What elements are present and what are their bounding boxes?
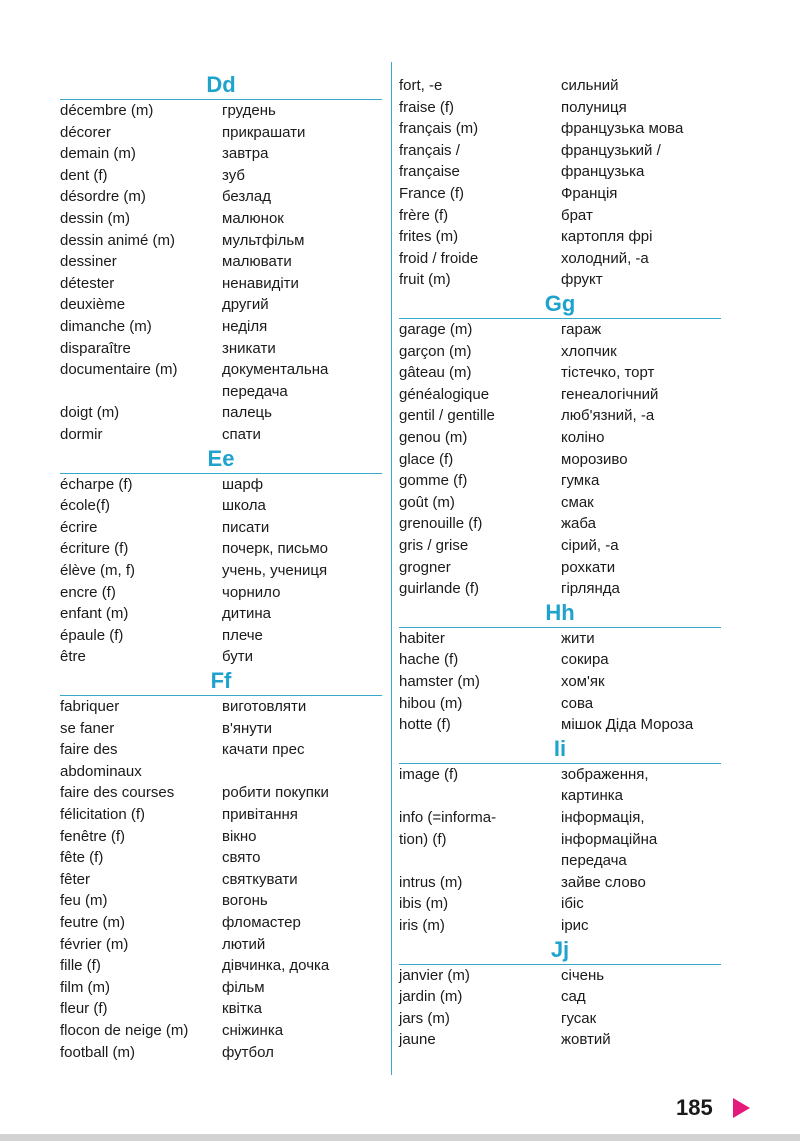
french-word: intrus (m) [399,873,463,891]
dictionary-entry [60,826,382,848]
dictionary-entry [399,341,721,363]
ukrainian-translation: учень, учениця [222,562,328,579]
ukrainian-translation: палець [222,404,272,422]
dictionary-entry [60,582,382,604]
ukrainian-translation: французька [561,163,645,181]
french-word: habiter [399,629,445,647]
ukrainian-translation: жити [561,629,595,647]
ukrainian-translation: зникати [222,339,276,357]
dictionary-entry [399,829,721,851]
ukrainian-translation: передача [222,382,288,400]
french-word: doigt (m) [60,404,120,422]
dictionary-entry [60,998,382,1020]
dictionary-entry [60,1020,382,1042]
ukrainian-translation: брат [561,206,593,224]
dictionary-entry [60,474,382,496]
french-word: être [60,648,86,666]
ukrainian-translation: ненавидіти [222,274,299,292]
dictionary-entry [60,869,382,891]
dictionary-entry [60,804,382,826]
ukrainian-translation: неділя [222,318,268,335]
french-word: tion) (f) [399,830,447,848]
dictionary-entry [60,955,382,977]
dictionary-entry [60,273,382,295]
dictionary-entry [60,934,382,956]
ukrainian-translation: передача [561,852,627,870]
french-word: française [399,163,460,181]
dictionary-entry [399,205,721,227]
dictionary-entry [399,75,721,97]
french-word: jardin (m) [399,988,463,1006]
column-divider [391,62,392,1075]
french-word: gentil / gentille [399,407,495,425]
dictionary-entry [399,183,721,205]
ukrainian-translation: гусак [561,1009,597,1027]
ukrainian-translation: прикрашати [222,123,306,141]
french-word: détester [60,274,115,292]
ukrainian-translation: свято [222,849,261,867]
section-header [399,600,721,628]
dictionary-entry [399,965,721,987]
ukrainian-translation: зуб [222,166,245,184]
dictionary-entry [60,625,382,647]
dictionary-entry [399,807,721,829]
ukrainian-translation: рохкати [561,558,616,576]
french-word: encre (f) [60,583,116,601]
ukrainian-translation: другий [222,296,269,314]
french-word: feutre (m) [60,914,126,931]
ukrainian-translation: ірис [561,917,589,934]
ukrainian-translation: чорнило [222,583,281,601]
dictionary-entry [60,718,382,740]
section-header [60,446,382,474]
ukrainian-translation: коліно [561,429,605,446]
section-letter: Dd [206,72,236,97]
dictionary-entry [399,319,721,341]
french-word: école(f) [60,497,111,515]
dictionary-entry [60,122,382,144]
dictionary-entry [60,424,382,446]
section-header [399,736,721,764]
dictionary-entry [399,693,721,715]
french-word: football (m) [60,1043,136,1061]
dictionary-entry [399,764,721,786]
dictionary-entry [399,850,721,872]
french-word: généalogique [399,385,490,403]
ukrainian-translation: сніжинка [222,1022,284,1039]
french-word: garage (m) [399,321,473,338]
ukrainian-translation: фломастер [222,914,301,931]
ukrainian-translation: зображення, [561,765,649,783]
ukrainian-translation: мішок Діда Мороза [561,716,694,734]
ukrainian-translation: інформаційна [561,830,658,848]
french-word: film (m) [60,978,110,996]
dictionary-entry [60,1042,382,1064]
french-word: décorer [60,123,111,141]
french-word: documentaire (m) [60,361,178,379]
ukrainian-translation: малювати [222,253,292,271]
dictionary-entry [60,316,382,338]
french-word: demain (m) [60,145,136,163]
ukrainian-translation: французька мова [561,120,684,138]
ukrainian-translation: бути [222,648,254,666]
dictionary-entry [60,230,382,252]
section-letter: Ii [553,735,567,761]
next-arrow-icon[interactable] [733,1098,750,1118]
dictionary-entry [399,405,721,427]
ukrainian-translation: жовтий [561,1031,611,1049]
french-word: iris (m) [399,917,445,934]
dictionary-entry [399,628,721,650]
french-word: frites (m) [399,228,459,246]
ukrainian-translation: квітка [222,1000,262,1018]
ukrainian-translation: ібіс [561,895,584,913]
ukrainian-translation: писати [222,518,270,536]
dictionary-entry [60,495,382,517]
french-word: info (=informa- [399,809,497,826]
french-word: fêter [60,870,91,888]
french-word: fabriquer [60,698,120,715]
ukrainian-translation: документальна [222,361,329,379]
dictionary-entry [60,208,382,230]
dictionary-entry [399,384,721,406]
ukrainian-translation: гараж [561,321,602,338]
dictionary-entry [399,557,721,579]
dictionary-entry [399,578,721,600]
ukrainian-translation: жаба [561,515,596,533]
ukrainian-translation: холодний, -а [561,249,649,267]
ukrainian-translation: робити покупки [222,784,329,802]
section-header [399,937,721,965]
dictionary-entry [399,269,721,291]
ukrainian-translation: святкувати [222,870,298,888]
ukrainian-translation: завтра [222,145,269,163]
french-word: se faner [60,719,115,737]
french-word: fleur (f) [60,1000,108,1018]
french-word: grenouille (f) [399,515,483,533]
ukrainian-translation: хом'як [561,673,605,690]
dictionary-entry [399,140,721,162]
section-header [399,291,721,319]
french-word: goût (m) [399,493,455,511]
french-word: fille (f) [60,957,101,975]
french-word: élève (m, f) [60,562,136,579]
french-word: jars (m) [399,1009,450,1027]
french-word: gris / grise [399,537,469,554]
french-word: dessin animé (m) [60,231,176,249]
french-word: hamster (m) [399,673,480,690]
ukrainian-translation: плече [222,626,263,644]
dictionary-entry [399,470,721,492]
french-word: faire des courses [60,784,175,802]
french-word: gâteau (m) [399,364,472,382]
french-word: hotte (f) [399,716,451,734]
ukrainian-translation: дитина [222,605,272,623]
ukrainian-translation: картопля фрі [561,228,653,246]
ukrainian-translation: смак [561,493,594,511]
ukrainian-translation: Франція [561,185,618,202]
french-word: français / [399,141,460,159]
ukrainian-translation: в'янути [222,719,272,737]
dictionary-entry [60,739,382,761]
ukrainian-translation: тістечко, торт [561,364,655,382]
french-word: écriture (f) [60,540,129,558]
dictionary-entry [60,847,382,869]
dictionary-entry [60,603,382,625]
ukrainian-translation: французький / [561,141,661,159]
french-word: écharpe (f) [60,475,133,493]
dictionary-entry [399,915,721,937]
dictionary-entry [399,1029,721,1051]
ukrainian-translation: фільм [222,978,265,996]
ukrainian-translation: зайве слово [561,873,646,891]
dictionary-entry [399,118,721,140]
ukrainian-translation: привітання [222,806,298,823]
ukrainian-translation: дівчинка, дочка [222,957,330,975]
french-word: dessin (m) [60,210,131,227]
french-word: dessiner [60,253,117,271]
french-word: garçon (m) [399,342,472,360]
ukrainian-translation: генеалогічний [561,385,659,403]
section-header [60,668,382,696]
ukrainian-translation: сад [561,988,586,1006]
french-word: gomme (f) [399,472,468,490]
ukrainian-translation: гумка [561,472,600,490]
french-word: français (m) [399,120,479,138]
dictionary-entry [60,402,382,424]
french-word: France (f) [399,185,465,202]
french-word: ibis (m) [399,895,449,913]
ukrainian-translation: лютий [222,935,266,953]
ukrainian-translation: качати прес [222,741,305,759]
ukrainian-translation: грудень [222,102,276,119]
section-letter: Ff [210,668,232,693]
dictionary-entry [399,986,721,1008]
dictionary-entry [60,338,382,360]
ukrainian-translation: виготовляти [222,698,307,715]
french-word: enfant (m) [60,605,129,623]
ukrainian-translation: сокира [561,651,609,669]
french-word: grogner [399,558,451,576]
ukrainian-translation: безлад [222,188,271,206]
dictionary-entry [399,649,721,671]
ukrainian-translation: спати [222,426,261,443]
page-number: 185 [676,1095,713,1120]
ukrainian-translation: сірий, -а [561,537,619,554]
dictionary-entry [399,492,721,514]
french-word: faire des [60,741,118,759]
ukrainian-translation: інформація, [561,809,645,826]
dictionary-entry [399,785,721,807]
french-word: feu (m) [60,892,108,910]
ukrainian-translation: гірлянда [561,580,620,598]
ukrainian-translation: морозиво [561,450,628,468]
section-letter: Hh [545,599,575,625]
section-letter: Gg [544,291,576,316]
ukrainian-translation: картинка [561,787,624,805]
french-word: frère (f) [399,206,449,224]
french-word: glace (f) [399,450,454,468]
french-word: hache (f) [399,651,459,669]
dictionary-entry [60,977,382,999]
ukrainian-translation: сильний [561,77,619,94]
ukrainian-translation: полуниця [561,98,627,116]
ukrainian-translation: вікно [222,827,257,845]
french-word: fête (f) [60,849,104,867]
bottom-bar [0,1134,800,1141]
french-word: hibou (m) [399,694,463,712]
french-word: fraise (f) [399,98,455,116]
section-header [60,72,382,100]
dictionary-entry [399,427,721,449]
dictionary-entry [60,186,382,208]
french-word: flocon de neige (m) [60,1022,189,1039]
french-word: décembre (m) [60,102,154,119]
dictionary-entry [399,248,721,270]
dictionary-entry [399,872,721,894]
dictionary-entry [60,761,382,783]
french-word: deuxième [60,296,126,314]
ukrainian-translation: січень [561,966,605,984]
french-word: écrire [60,518,98,536]
dictionary-entry [399,226,721,248]
ukrainian-translation: люб'язний, -а [561,407,655,425]
ukrainian-translation: футбол [222,1043,274,1061]
ukrainian-translation: хлопчик [561,342,617,360]
dictionary-entry [60,294,382,316]
ukrainian-translation: вогонь [222,892,268,910]
french-word: fenêtre (f) [60,827,126,845]
french-word: janvier (m) [399,966,470,984]
dictionary-entry [60,538,382,560]
ukrainian-translation: школа [222,497,266,515]
dictionary-entry [60,165,382,187]
french-word: froid / froide [399,249,479,267]
dictionary-entry [60,890,382,912]
french-word: abdominaux [60,762,142,780]
french-word: fruit (m) [399,271,451,289]
dictionary-entry [399,161,721,183]
french-word: dormir [60,426,103,443]
dictionary-entry [399,535,721,557]
dictionary-entry [60,517,382,539]
section-letter: Jj [550,936,570,962]
french-word: jaune [399,1031,436,1049]
dictionary-entry [60,560,382,582]
dictionary-entry [60,646,382,668]
dictionary-entry [399,671,721,693]
ukrainian-translation: мультфільм [222,231,305,249]
french-word: dimanche (m) [60,318,152,335]
french-word: félicitation (f) [60,806,146,823]
dictionary-entry [399,893,721,915]
french-word: désordre (m) [60,188,146,206]
french-word: image (f) [399,765,459,783]
dictionary-entry [60,100,382,122]
french-word: dent (f) [60,166,108,184]
french-word: épaule (f) [60,626,124,644]
dictionary-entry [399,449,721,471]
dictionary-entry [60,251,382,273]
dictionary-entry [399,97,721,119]
ukrainian-translation: шарф [222,475,264,493]
french-word: février (m) [60,935,129,953]
dictionary-entry [399,714,721,736]
ukrainian-translation: малюнок [222,210,284,227]
dictionary-entry [60,696,382,718]
dictionary-entry [60,359,382,381]
dictionary-entry [399,1008,721,1030]
french-word: disparaître [60,339,131,357]
french-word: guirlande (f) [399,580,480,598]
dictionary-entry [399,513,721,535]
dictionary-entry [60,782,382,804]
dictionary-entry [60,912,382,934]
french-word: fort, -e [399,77,443,94]
ukrainian-translation: почерк, письмо [222,540,329,558]
dictionary-entry [60,381,382,403]
dictionary-entry [60,143,382,165]
section-letter: Ee [207,445,235,471]
dictionary-entry [399,362,721,384]
ukrainian-translation: сова [561,694,594,712]
ukrainian-translation: фрукт [561,271,603,289]
french-word: genou (m) [399,429,468,446]
